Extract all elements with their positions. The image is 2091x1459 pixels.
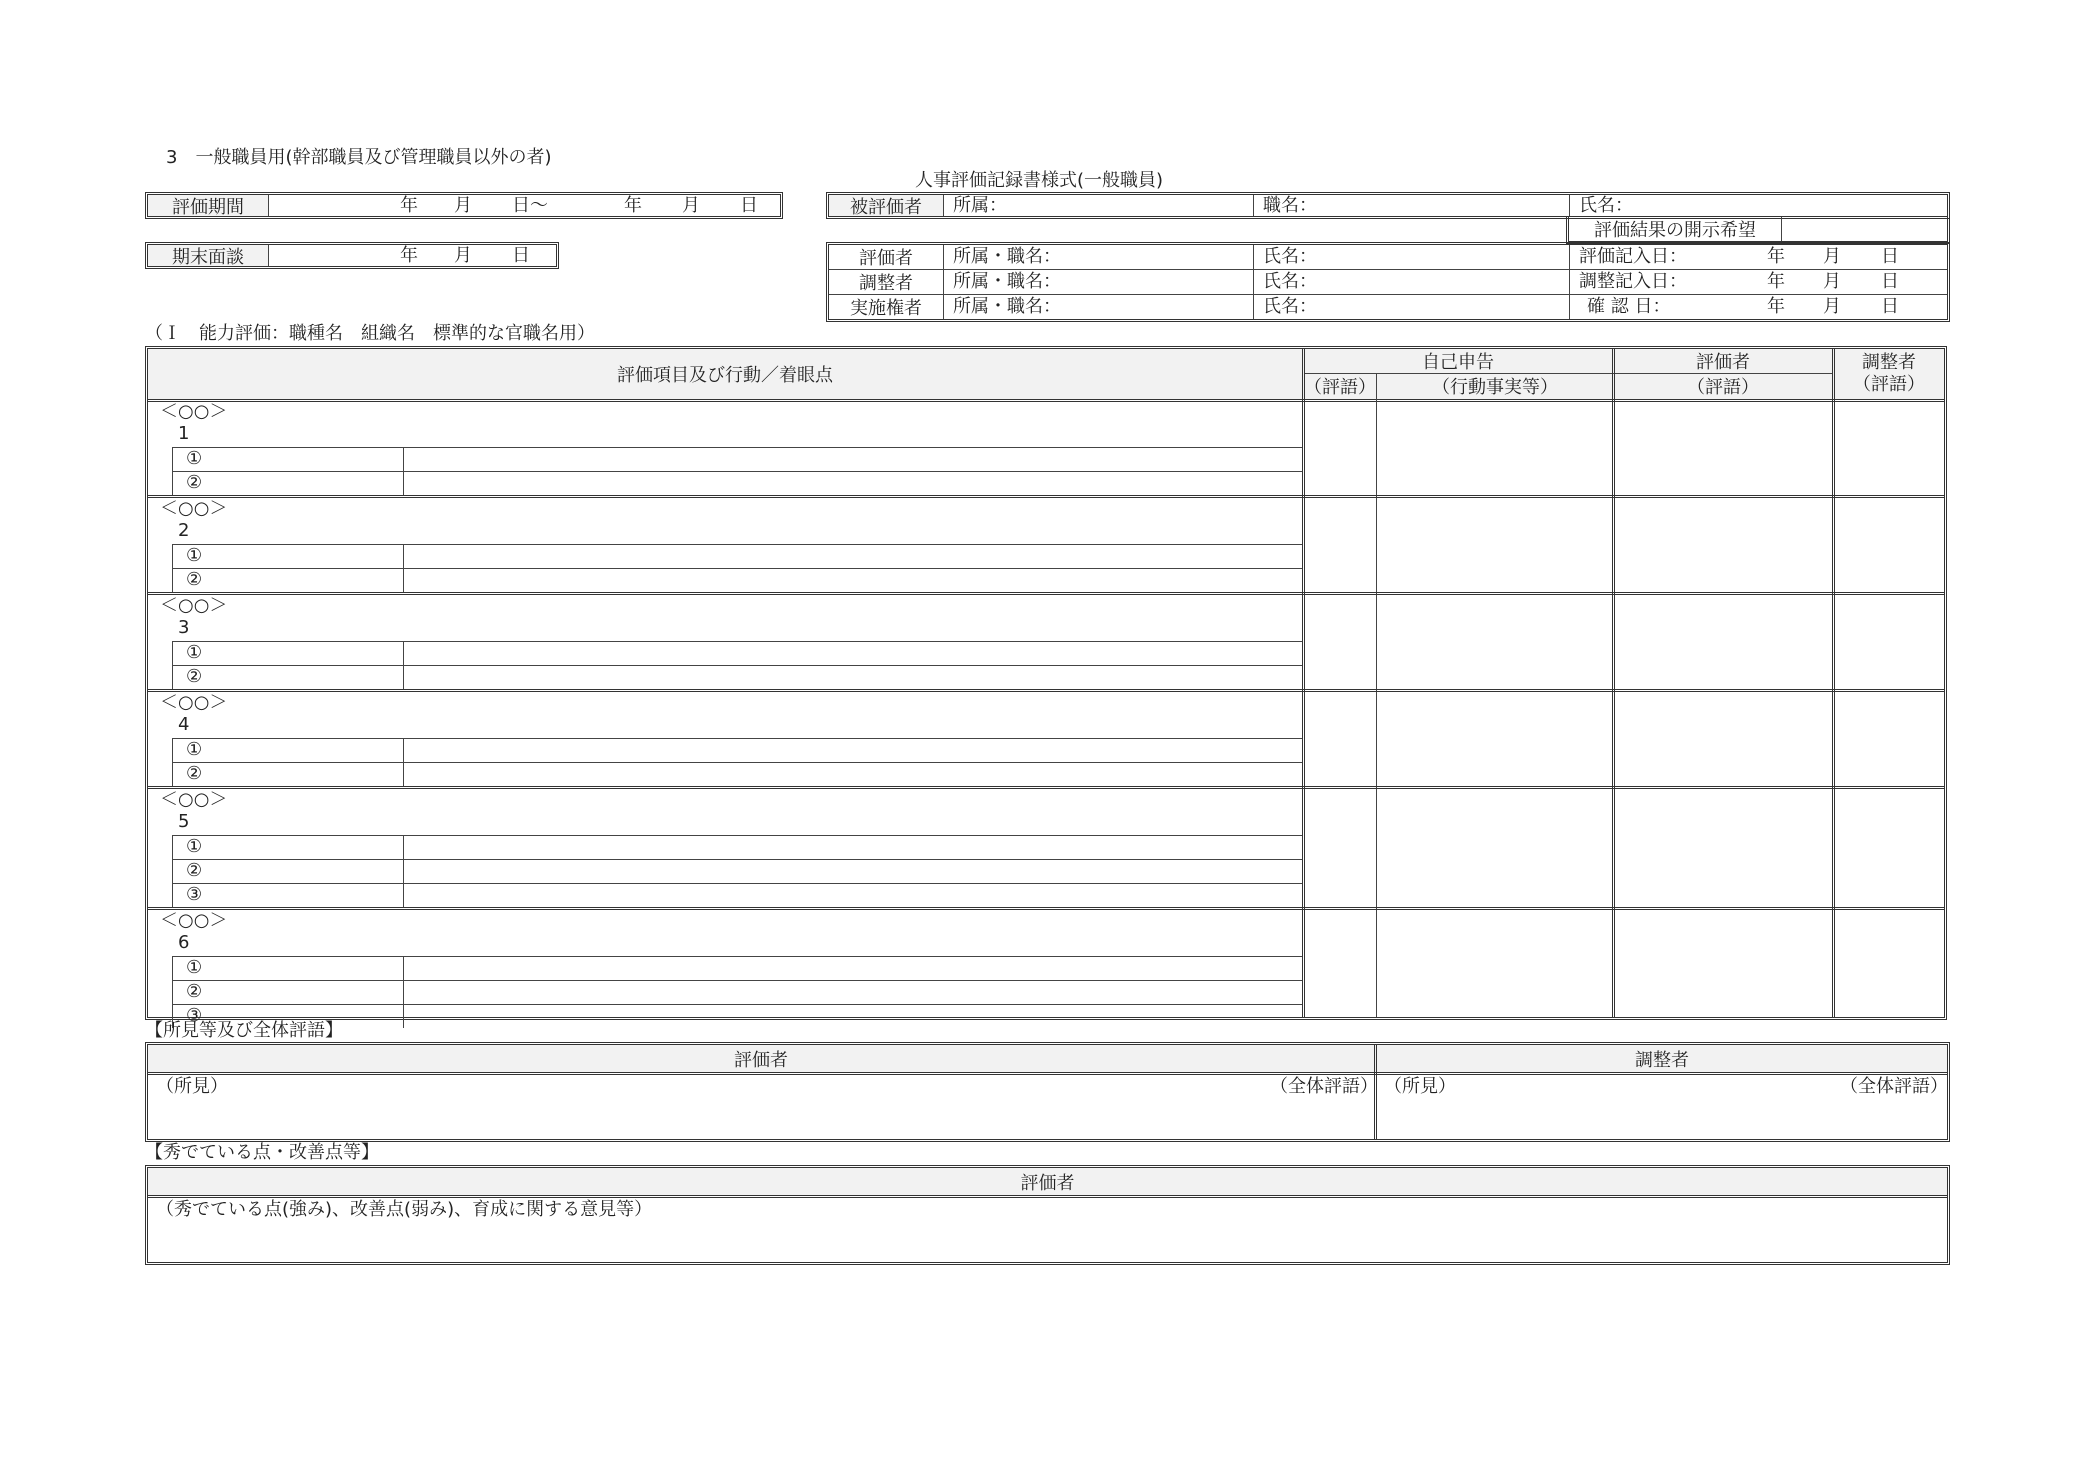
sub-item-marker: ②: [186, 666, 203, 687]
role-evaluator-name[interactable]: 氏名：: [1263, 246, 1317, 267]
self-fact-field[interactable]: [1379, 692, 1611, 786]
sub-item-marker: ①: [186, 642, 203, 663]
sub-item-text-field[interactable]: [404, 544, 1302, 568]
section1-caption: （Ｉ 能力評価：職種名 組織名 標準的な官職名用）: [145, 323, 595, 344]
sub-item-text-field[interactable]: [404, 835, 1302, 859]
sub-item-text-field[interactable]: [404, 762, 1302, 786]
role-adjuster-month[interactable]: 月: [1823, 271, 1841, 292]
group-number: 5: [178, 811, 190, 832]
adjuster-eval-field[interactable]: [1835, 401, 1943, 495]
header-self-eval: （評語）: [1304, 377, 1376, 398]
adjuster-eval-field[interactable]: [1835, 789, 1943, 907]
role-adjuster-affil[interactable]: 所属・職名：: [953, 271, 1061, 292]
sub-item-text-field[interactable]: [404, 447, 1302, 471]
strengths-box: [145, 1165, 1950, 1265]
strengths-caption: 【秀でている点・改善点等】: [145, 1142, 379, 1163]
findings-adjuster-overall[interactable]: （全体評語）: [1840, 1076, 1948, 1097]
evaluation-period-label: 評価期間: [148, 195, 268, 216]
group-title: ＜○○＞: [160, 595, 228, 616]
header-items: 評価項目及び行動／着眼点: [617, 365, 833, 386]
evaluation-period-box: [145, 192, 783, 219]
evaluee-affiliation[interactable]: 所属：: [953, 195, 1007, 216]
strengths-evaluator-header: 評価者: [1020, 1172, 1075, 1194]
sub-item-text-field[interactable]: [404, 956, 1302, 980]
period-year-2[interactable]: 年: [624, 195, 642, 216]
self-fact-field[interactable]: [1379, 910, 1611, 1028]
role-authority-name[interactable]: 氏名：: [1263, 296, 1317, 317]
sub-item-marker: ②: [186, 763, 203, 784]
group-number: 1: [178, 423, 190, 444]
form-title: 人事評価記録書様式(一般職員): [915, 170, 1164, 191]
header-evaluator-eval: （評語）: [1687, 377, 1759, 398]
disclosure-label: 評価結果の開示希望: [1594, 220, 1756, 241]
sub-item-marker: ③: [186, 884, 203, 905]
period-month-2[interactable]: 月: [682, 195, 700, 216]
role-adjuster-name[interactable]: 氏名：: [1263, 271, 1317, 292]
group-number: 6: [178, 932, 190, 953]
interview-month[interactable]: 月: [454, 245, 472, 266]
findings-caption: 【所見等及び全体評語】: [145, 1020, 343, 1041]
sub-item-text-field[interactable]: [404, 738, 1302, 762]
role-evaluator-year[interactable]: 年: [1767, 246, 1785, 267]
role-authority-year[interactable]: 年: [1767, 296, 1785, 317]
self-eval-field[interactable]: [1305, 595, 1375, 689]
sub-item-marker: ③: [186, 1005, 203, 1026]
role-evaluator-date-label: 評価記入日：: [1579, 246, 1687, 267]
sub-item-marker: ①: [186, 739, 203, 760]
role-authority-day[interactable]: 日: [1881, 296, 1899, 317]
header-self-fact: （行動事実等）: [1432, 377, 1558, 398]
self-eval-field[interactable]: [1305, 910, 1375, 1028]
evaluation-group: [148, 692, 1944, 786]
final-interview-label: 期末面談: [148, 245, 268, 266]
group-title: ＜○○＞: [160, 789, 228, 810]
evaluator-eval-field[interactable]: [1615, 401, 1831, 495]
role-adjuster-date-label: 調整記入日：: [1579, 271, 1687, 292]
role-adjuster-year[interactable]: 年: [1767, 271, 1785, 292]
strengths-note[interactable]: （秀でている点(強み)、改善点(弱み)、育成に関する意見等）: [156, 1199, 653, 1220]
role-evaluator-label: 評価者: [859, 248, 913, 269]
evaluation-group: [148, 498, 1944, 592]
group-title: ＜○○＞: [160, 910, 228, 931]
group-title: ＜○○＞: [160, 692, 228, 713]
disclosure-box: [1566, 217, 1950, 244]
interview-day[interactable]: 日: [512, 245, 530, 266]
header-adjuster: 調整者: [1862, 352, 1916, 373]
evaluee-box: [826, 192, 1950, 219]
self-eval-field[interactable]: [1305, 789, 1375, 907]
role-authority-affil[interactable]: 所属・職名：: [953, 296, 1061, 317]
disclosure-input[interactable]: [1782, 217, 1947, 241]
role-authority-month[interactable]: 月: [1823, 296, 1841, 317]
adjuster-eval-field[interactable]: [1835, 595, 1943, 689]
role-evaluator-month[interactable]: 月: [1823, 246, 1841, 267]
sub-item-text-field[interactable]: [404, 980, 1302, 1004]
interview-year[interactable]: 年: [400, 245, 418, 266]
group-number: 4: [178, 714, 190, 735]
sub-item-marker: ②: [186, 981, 203, 1002]
sub-item-marker: ①: [186, 448, 203, 469]
sub-item-text-field[interactable]: [404, 568, 1302, 592]
evaluee-label: 被評価者: [829, 195, 943, 216]
header-adjuster-eval: （評語）: [1853, 374, 1925, 395]
sub-item-text-field[interactable]: [404, 471, 1302, 495]
period-month-1[interactable]: 月: [454, 195, 472, 216]
evaluation-group: [148, 910, 1944, 1028]
evaluation-group: [148, 789, 1944, 907]
evaluation-table: [145, 346, 1947, 1026]
adjuster-eval-field[interactable]: [1835, 498, 1943, 592]
sub-item-text-field[interactable]: [404, 1004, 1302, 1028]
self-fact-field[interactable]: [1379, 498, 1611, 592]
role-evaluator-affil[interactable]: 所属・職名：: [953, 246, 1061, 267]
findings-evaluator-header: 評価者: [734, 1049, 788, 1071]
evaluator-eval-field[interactable]: [1615, 910, 1831, 1028]
sub-item-marker: ②: [186, 569, 203, 590]
evaluator-eval-field[interactable]: [1615, 498, 1831, 592]
sub-item-marker: ②: [186, 472, 203, 493]
evaluator-eval-field[interactable]: [1615, 595, 1831, 689]
group-title: ＜○○＞: [160, 401, 228, 422]
header-evaluator: 評価者: [1696, 352, 1750, 373]
group-title: ＜○○＞: [160, 498, 228, 519]
sub-item-marker: ①: [186, 545, 203, 566]
findings-adjuster-opinion[interactable]: （所見）: [1384, 1076, 1456, 1097]
evaluation-group: [148, 401, 1944, 495]
sub-item-text-field[interactable]: [404, 883, 1302, 907]
role-adjuster-day[interactable]: 日: [1881, 271, 1899, 292]
page-heading: 3 一般職員用(幹部職員及び管理職員以外の者): [166, 147, 552, 168]
self-fact-field[interactable]: [1379, 595, 1611, 689]
adjuster-eval-field[interactable]: [1835, 910, 1943, 1028]
evaluator-eval-field[interactable]: [1615, 692, 1831, 786]
roles-box: [826, 242, 1950, 322]
self-eval-field[interactable]: [1305, 692, 1375, 786]
findings-adjuster-header: 調整者: [1635, 1049, 1689, 1071]
adjuster-eval-field[interactable]: [1835, 692, 1943, 786]
evaluee-name[interactable]: 氏名：: [1579, 195, 1633, 216]
findings-evaluator-overall[interactable]: （全体評語）: [1270, 1076, 1378, 1097]
evaluee-post[interactable]: 職名：: [1263, 195, 1317, 216]
sub-item-marker: ①: [186, 836, 203, 857]
sub-item-marker: ②: [186, 860, 203, 881]
findings-evaluator-opinion[interactable]: （所見）: [156, 1076, 228, 1097]
sub-item-text-field[interactable]: [404, 665, 1302, 689]
self-eval-field[interactable]: [1305, 401, 1375, 495]
sub-item-marker: ①: [186, 957, 203, 978]
findings-box: [145, 1042, 1950, 1142]
final-interview-box: [145, 242, 559, 269]
role-authority-label: 実施権者: [850, 298, 922, 319]
period-year-1[interactable]: 年: [400, 195, 418, 216]
role-adjuster-label: 調整者: [859, 273, 913, 294]
header-self: 自己申告: [1422, 352, 1494, 373]
self-fact-field[interactable]: [1379, 401, 1611, 495]
group-number: 3: [178, 617, 190, 638]
sub-item-text-field[interactable]: [404, 859, 1302, 883]
group-number: 2: [178, 520, 190, 541]
evaluation-group: [148, 595, 1944, 689]
self-eval-field[interactable]: [1305, 498, 1375, 592]
self-fact-field[interactable]: [1379, 789, 1611, 907]
role-authority-date-label: 確 認 日：: [1587, 296, 1671, 317]
sub-item-text-field[interactable]: [404, 641, 1302, 665]
role-evaluator-day[interactable]: 日: [1881, 246, 1899, 267]
period-day-1[interactable]: 日～: [512, 195, 548, 216]
evaluator-eval-field[interactable]: [1615, 789, 1831, 907]
period-day-2[interactable]: 日: [740, 195, 758, 216]
